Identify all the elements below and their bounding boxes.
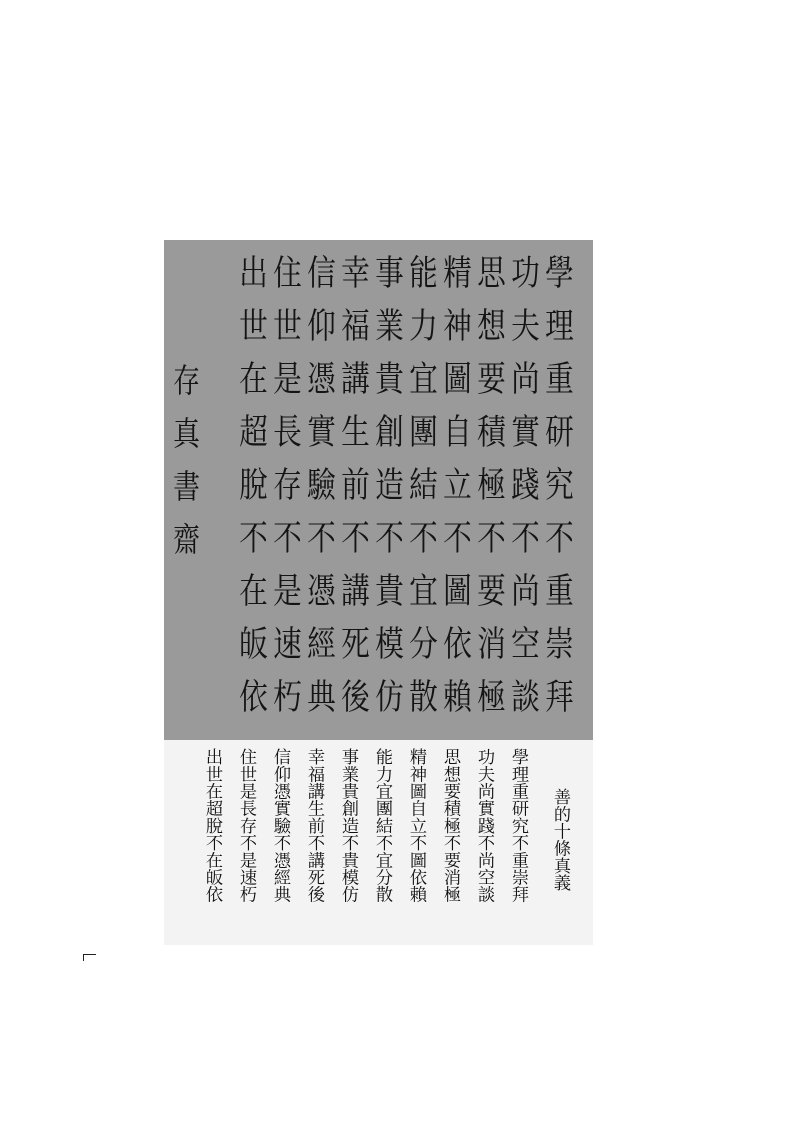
- seal-character: 講: [341, 360, 371, 400]
- seal-character: 功: [511, 254, 541, 294]
- seal-character: 死: [341, 625, 371, 665]
- seal-character: 談: [511, 678, 541, 718]
- seal-character: 在: [239, 360, 269, 400]
- seal-character: 重: [545, 572, 575, 612]
- seal-character: 空: [511, 625, 541, 665]
- text-line-9: 住世是長存不是速朽: [236, 748, 256, 903]
- seal-character: 力: [409, 307, 439, 347]
- seal-character: 不: [477, 519, 507, 559]
- seal-character: 世: [239, 307, 269, 347]
- seal-character: 皈: [239, 625, 269, 665]
- seal-character: 不: [443, 519, 473, 559]
- seal-column-9: [268, 248, 308, 725]
- seal-character: 經: [307, 625, 337, 665]
- seal-character: 夫: [511, 307, 541, 347]
- seal-character: 宜: [409, 572, 439, 612]
- seal-character: 業: [375, 307, 405, 347]
- seal-character: 世: [273, 307, 303, 347]
- seal-character: 生: [341, 413, 371, 453]
- seal-character: 研: [545, 413, 575, 453]
- seal-character: 要: [477, 572, 507, 612]
- text-line-1: 學理重研究不重崇拜: [508, 748, 528, 903]
- seal-character: 宜: [409, 360, 439, 400]
- seal-character: 重: [545, 360, 575, 400]
- seal-character: 創: [375, 413, 405, 453]
- seal-character: 信: [307, 254, 337, 294]
- seal-character: 分: [409, 625, 439, 665]
- text-line-7: 幸福講生前不講死後: [304, 748, 324, 903]
- seal-character: 模: [375, 625, 405, 665]
- seal-character: 長: [273, 413, 303, 453]
- seal-character: 不: [273, 519, 303, 559]
- signature-character: 存: [172, 361, 200, 400]
- seal-character: 造: [375, 466, 405, 506]
- seal-character: 能: [409, 254, 439, 294]
- seal-character: 尚: [511, 360, 541, 400]
- seal-character: 住: [273, 254, 303, 294]
- seal-character: 要: [477, 360, 507, 400]
- seal-character: 講: [341, 572, 371, 612]
- seal-character: 理: [545, 307, 575, 347]
- seal-character: 不: [545, 519, 575, 559]
- seal-character: 消: [477, 625, 507, 665]
- signature-character: 真: [172, 414, 200, 453]
- seal-character: 不: [375, 519, 405, 559]
- seal-character: 思: [477, 254, 507, 294]
- seal-character: 賴: [443, 678, 473, 718]
- seal-character: 貴: [375, 360, 405, 400]
- seal-character: 極: [477, 678, 507, 718]
- seal-character: 仰: [307, 307, 337, 347]
- seal-character: 神: [443, 307, 473, 347]
- seal-character: 圖: [443, 360, 473, 400]
- seal-character: 朽: [273, 678, 303, 718]
- text-line-2: 功夫尚實踐不尚空談: [474, 748, 494, 903]
- text-line-10: 出世在超脫不在皈依: [202, 748, 222, 903]
- seal-character: 超: [239, 413, 269, 453]
- seal-column-8: [302, 248, 342, 725]
- seal-character: 憑: [307, 360, 337, 400]
- seal-column-5: [404, 248, 444, 725]
- seal-character: 學: [545, 254, 575, 294]
- seal-character: 驗: [307, 466, 337, 506]
- seal-character: 依: [239, 678, 269, 718]
- crop-mark: [83, 954, 96, 961]
- seal-character: 極: [477, 466, 507, 506]
- seal-script-panel: [164, 240, 593, 740]
- seal-column-3: [472, 248, 512, 725]
- seal-column-10: [234, 248, 274, 725]
- seal-character: 崇: [545, 625, 575, 665]
- seal-character: 踐: [511, 466, 541, 506]
- seal-character: 貴: [375, 572, 405, 612]
- text-line-3: 思想要積極不要消極: [440, 748, 460, 903]
- studio-signature: [166, 354, 206, 566]
- seal-character: 實: [511, 413, 541, 453]
- seal-character: 積: [477, 413, 507, 453]
- seal-character: 究: [545, 466, 575, 506]
- seal-character: 依: [443, 625, 473, 665]
- seal-character: 散: [409, 678, 439, 718]
- scanned-page: [164, 240, 593, 945]
- seal-character: 在: [239, 572, 269, 612]
- seal-character: 實: [307, 413, 337, 453]
- seal-character: 是: [273, 572, 303, 612]
- seal-character: 出: [239, 254, 269, 294]
- text-line-4: 精神圖自立不圖依賴: [406, 748, 426, 903]
- seal-character: 是: [273, 360, 303, 400]
- seal-character: 精: [443, 254, 473, 294]
- seal-character: 憑: [307, 572, 337, 612]
- seal-character: 前: [341, 466, 371, 506]
- seal-character: 福: [341, 307, 371, 347]
- seal-column-7: [336, 248, 376, 725]
- seal-character: 立: [443, 466, 473, 506]
- seal-character: 後: [341, 678, 371, 718]
- seal-character: 幸: [341, 254, 371, 294]
- seal-character: 典: [307, 678, 337, 718]
- seal-character: 不: [239, 519, 269, 559]
- signature-character: 書: [172, 467, 200, 506]
- seal-character: 自: [443, 413, 473, 453]
- seal-character: 不: [341, 519, 371, 559]
- seal-character: 拜: [545, 678, 575, 718]
- seal-character: 存: [273, 466, 303, 506]
- text-line-8: 信仰憑實驗不憑經典: [270, 748, 290, 903]
- signature-character: 齋: [172, 520, 200, 559]
- seal-character: 圖: [443, 572, 473, 612]
- seal-character: 仿: [375, 678, 405, 718]
- text-line-5: 能力宜團結不宜分散: [372, 748, 392, 903]
- seal-character: 速: [273, 625, 303, 665]
- seal-column-1: [540, 248, 580, 725]
- regular-script-panel: [164, 740, 593, 945]
- seal-character: 想: [477, 307, 507, 347]
- seal-character: 不: [307, 519, 337, 559]
- seal-column-4: [438, 248, 478, 725]
- seal-character: 不: [409, 519, 439, 559]
- seal-character: 不: [511, 519, 541, 559]
- seal-character: 脫: [239, 466, 269, 506]
- seal-character: 尚: [511, 572, 541, 612]
- text-line-6: 事業貴創造不貴模仿: [338, 748, 358, 903]
- page-title: 善的十條真義: [550, 788, 570, 892]
- seal-character: 團: [409, 413, 439, 453]
- seal-column-6: [370, 248, 410, 725]
- seal-character: 結: [409, 466, 439, 506]
- seal-column-2: [506, 248, 546, 725]
- seal-character: 事: [375, 254, 405, 294]
